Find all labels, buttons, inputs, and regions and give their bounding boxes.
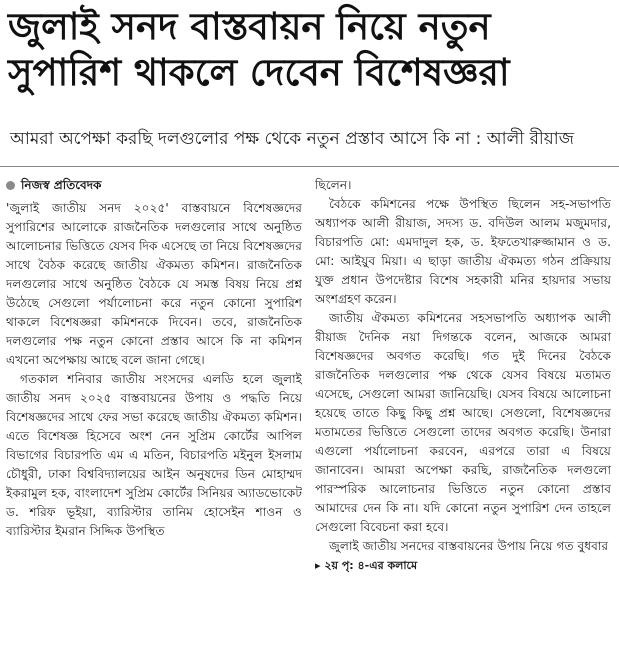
paragraph: জাতীয় ঐকমত্য কমিশনের সহসভাপতি অধ্যাপক আলী রীয়াজ দৈনিক নয়া দিগন্তকে বলেন, আজকে আমরা বিশেষজ্ঞদের অবগত করেছি। গত দুই দিনের বৈঠকে রাজনৈতিক দলগুলোর পক্ষ থেকে যেসব বিষয়ে মতামত এসেছে, সেগুলো আমরা জানিয়েছি। যেসব বিষয়ে আলোচনা হয়েছে তাতে কিছু কিছু প্রশ্ন আছে। সেগুলো, বিশেষজ্ঞদের মতামতের ভিত্তিতে সেগুলো তাদের অবগত করেছি। উনারা এগুলো পর্যালোচনা করবেন, এরপরে তারা এ বিষয়ে জানাবেন। আমরা অপেক্ষা করছি, রাজনৈতিক দলগুলো পারস্পরিক আলোচনার ভিত্তিতে নতুন কোনো প্রস্তাব আমাদের দেন কি না। যদি কোনো নতুন সুপারিশ দেন তাহলে সেগুলো বিবেচনা করা হবে। (315, 311, 611, 534)
paragraph: গতকাল শনিবার জাতীয় সংসদের এলডি হলে জুলাই জাতীয় সনদ ২০২৫ বাস্তবায়নের উপায় ও পদ্ধতি নিয়ে বিশেষজ্ঞদের সাথে ফের সভা করেছে জাতীয় ঐকমত্য কমিশন। এতে বিশেষজ্ঞ হিসেবে অংশ নেন সুপ্রিম কোর্টের আপিল বিভাগের বিচারপতি এম এ মতিন, বিচারপতি মইনুল ইসলাম চৌধুরী, ঢাকা বিশ্ববিদ্যালয়ের আইন অনুষদের ডিন মোহাম্মদ ইকরামুল হক, বাংলাদেশ সুপ্রিম কোর্টের সিনিয়র অ্যাডভোকেট ড. শরিফ ভূইয়া, ব্যারিস্টার তানিম হোসেইন শাওন ও ব্যারিস্টার ইমরান সিদ্দিক উপস্থিত (6, 372, 302, 538)
paragraph: 'জুলাই জাতীয় সনদ ২০২৫' বাস্তবায়নে বিশেষজ্ঞদের সুপারিশের আলোকে রাজনৈতিক দলগুলোর সাথে অনুষ্ঠিত আলোচনার ভিত্তিতে যেসব দিক এসেছে তা নিয়ে বিশেষজ্ঞদের সাথে বৈঠক করেছে জাতীয় ঐকমত্য কমিশন। রাজনৈতিক দলগুলোর সাথে অনুষ্ঠিত বৈঠকে যে সমস্ত বিষয় নিয়ে প্রশ্ন উঠেছে সেগুলো পর্যালোচনা করে নতুন কোনো সুপারিশ থাকলে বিশেষজ্ঞরা কমিশনকে দিবেন। তবে, রাজনৈতিক দলগুলোর পক্ষ নতুন কোনো প্রস্তাব আসে কি না কমিশন এখনো অপেক্ষায় আছে বলে জানা গেছে। (6, 201, 302, 367)
subheadline: আমরা অপেক্ষা করছি দলগুলোর পক্ষ থেকে নতুন প্রস্তাব আসে কি না : আলী রীয়াজ (10, 129, 574, 149)
headline (8, 4, 611, 96)
article-column-left (6, 176, 302, 664)
paragraph: ছিলেন। (315, 178, 352, 192)
paragraph (315, 537, 611, 575)
byline (6, 176, 302, 195)
bullet-icon (6, 181, 15, 190)
divider (0, 166, 619, 167)
continued-text: ২য় পৃ: ৪-এর কলামে (324, 559, 418, 572)
paragraph: বৈঠকে কমিশনের পক্ষে উপস্থিত ছিলেন সহ-সভাপতি অধ্যাপক আলী রীয়াজ, সদস্য ড. বদিউল আলম মজুমদার, বিচারপতি মো: এমদাদুল হক, ড. ইফতেখারুজ্জামান ও ড. মো: আইয়ুব মিয়া। এ ছাড়া জাতীয় ঐকমত্য গঠন প্রক্রিয়ায় যুক্ত প্রধান উপদেষ্টার বিশেষ সহকারী মনির হায়দার সভায় অংশগ্রহণ করেন। (315, 197, 611, 306)
continued-note (315, 556, 611, 575)
continued-marker: ▸ (315, 559, 325, 572)
paragraph-text: জুলাই জাতীয় সনদের বাস্তবায়নের উপায় নিয়ে গত বুধবার (329, 539, 609, 553)
headline-line-2: সুপারিশ থাকলে দেবেন বিশেষজ্ঞরা (8, 51, 510, 94)
headline-line-1: জুলাই সনদ বাস্তবায়ন নিয়ে নতুন (8, 5, 491, 48)
article-column-right (315, 176, 611, 664)
byline-text: নিজস্ব প্রতিবেদক (21, 178, 102, 192)
